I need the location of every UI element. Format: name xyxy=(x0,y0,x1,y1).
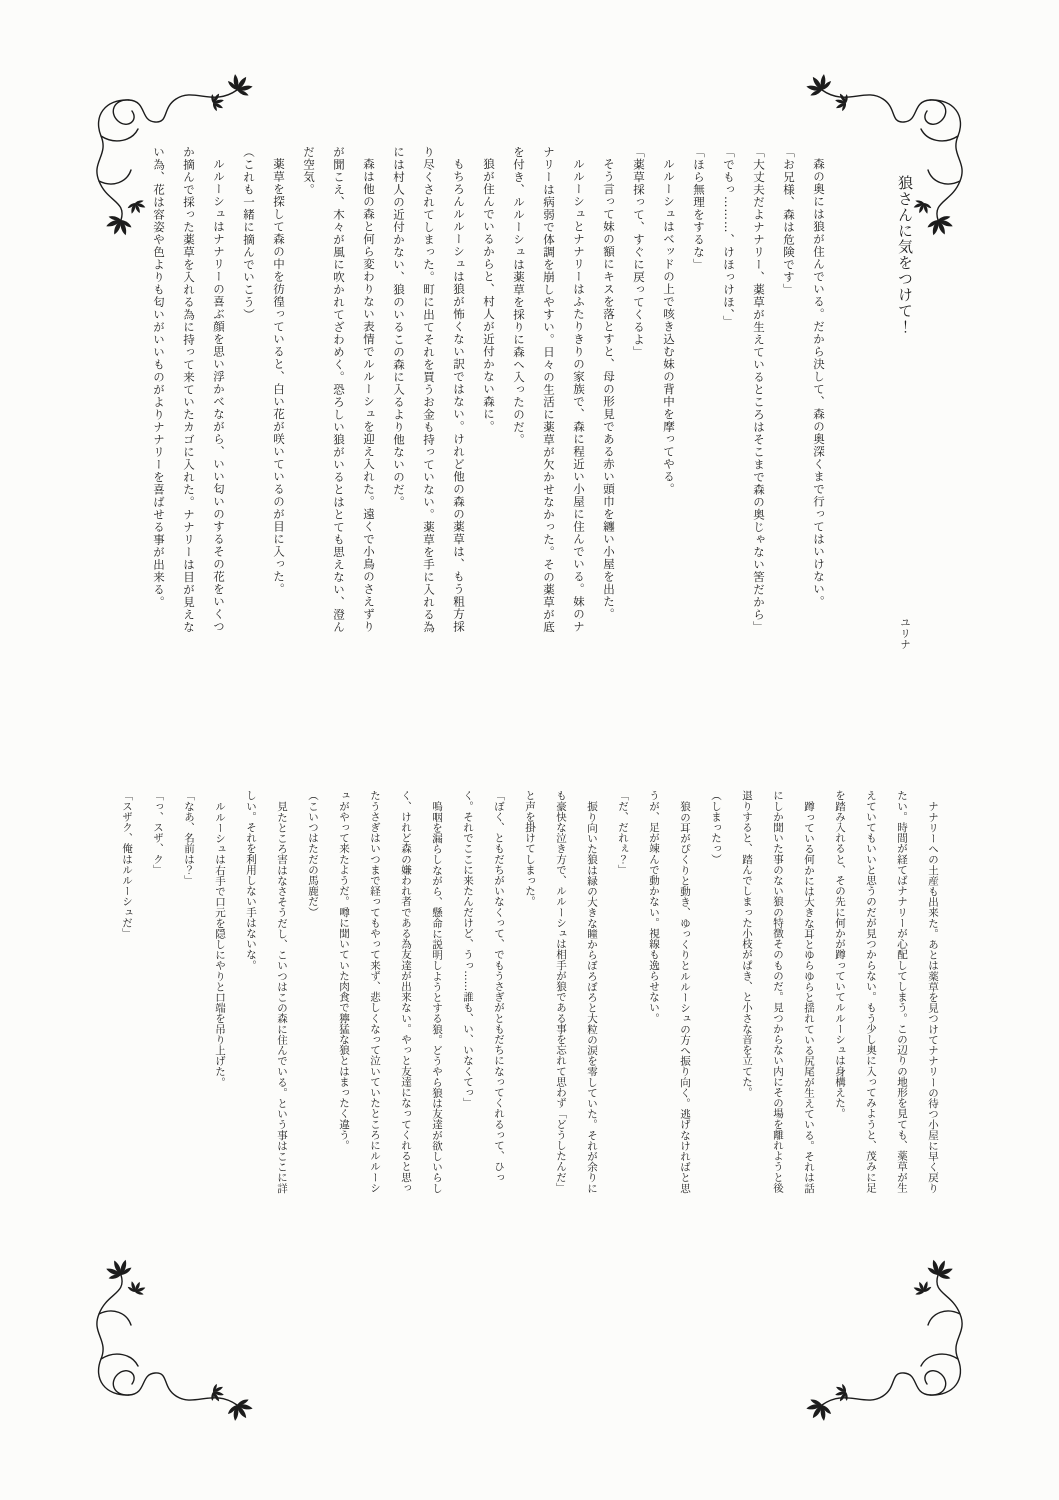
story-paragraph: もちろんルルーシュは狼が怖くない訳ではない。けれど他の森の薬草は、もう粗方採り尽くされてしまった。町に出てそれを買うお金も持っていない。薬草を手に入れる為には村人の近付かない、狼のいるこの森に入るより他ないのだ。 xyxy=(392,146,466,634)
story-paragraph: 振り向いた狼は緑の大きな瞳からぼろぼろと大粒の涙を零していた。それが余りにも豪快な泣き方で、ルルーシュは相手が狼である事を忘れて思わず「どうしたんだ」と声を掛けてしまった。 xyxy=(524,790,598,1193)
story-paragraph: 森の奥には狼が住んでいる。だから決して、森の奥深くまで行ってはいけない。 xyxy=(812,157,826,608)
story-paragraph: そう言って妹の額にキスを落とすと、母の形見である赤い頭巾を纏い小屋を出た。 xyxy=(602,157,616,620)
story-paragraph: 蹲っている何かには大きな耳とゆらゆらと揺れている尻尾が生えている。それは話にしか聞いた事のない狼の特徴そのものだ。見つからない内にその場を離れようと後退りすると、踏んでしまった小枝がぱき、と小さな音を立てた。 xyxy=(741,790,815,1193)
story-paragraph: ナナリーへの土産も出来た。あとは薬草を見つけてナナリーの待つ小屋に早く戻りたい。時間が経てばナナリーが心配してしまう。この辺りの地形を見ても、薬草が生えていてもいいと思うのだが見つからない。もう少し奥に入ってみようと、茂みに足を踏み入れると、その先に何かが蹲っていてルルーシュは身構えた。 xyxy=(834,790,939,1193)
story-paragraph: 「お兄様、森は危険です」 xyxy=(782,146,796,296)
story-paragraph: 狼の耳がぴくりと動き、ゆっくりとルルーシュの方へ振り向く。逃げなければと思うが、足が竦んで動かない。視線も逸らせない。 xyxy=(648,790,691,1193)
story-paragraph: 見たところ害はなさそうだし、こいつはこの森に住んでいる。という事はここに詳しい。それを利用しない手はないな。 xyxy=(245,790,288,1193)
story-paragraph: ルルーシュは右手で口元を隠しにやりと口端を吊り上げた。 xyxy=(214,800,226,1087)
story-paragraph: 「っ、スザ、ク」 xyxy=(152,790,164,875)
story-paragraph: 薬草を探して森の中を彷徨っていると、白い花が咲いているのが目に入った。 xyxy=(272,157,286,595)
story-paragraph: 森は他の森と何ら変わりない表情でルルーシュを迎え入れた。遠くで小鳥のさえずりが聞こえ、木々が風に吹かれてざわめく。恐ろしい狼がいるとはとても思えない、澄んだ空気。 xyxy=(302,146,376,634)
author-name: ユリナ xyxy=(899,617,911,650)
story-paragraph: 「なあ、名前は？」 xyxy=(183,790,195,886)
story-bottom-section xyxy=(111,790,948,1202)
story-top-section xyxy=(144,146,834,635)
story-paragraph: ルルーシュとナナリーはふたりきりの家族で、森に程近い小屋に住んでいる。妹のナナリーは病弱で体調を崩しやすい。日々の生活に薬草が欠かせなかった。その薬草が底を付き、ルルーシュは薬草を採りに森へ入ったのだ。 xyxy=(512,146,586,634)
vine-leaf-icon xyxy=(804,1255,1004,1445)
story-paragraph: 「スザク、俺はルルーシュだ」 xyxy=(121,790,133,939)
story-paragraph: 「大丈夫だよナナリー、薬草が生えているところはそこまで森の奥じゃない筈だから」 xyxy=(752,146,766,634)
story-paragraph: （これも一緒に摘んでいこう） xyxy=(242,146,256,321)
corner-ornament-bottom-right xyxy=(804,1255,1004,1445)
corner-ornament-bottom-left xyxy=(55,1255,255,1445)
story-paragraph: 狼が住んでいるからと、村人が近付かない森に。 xyxy=(482,157,496,433)
story-paragraph: ルルーシュはナナリーの喜ぶ顔を思い浮かべながら、いい匂いのするその花をいくつか摘んで採った薬草を入れる為に持って来ていたカゴに入れた。ナナリーは目が見えない為、花は容姿や色よりも匂いがいいものがよりナナリーを喜ばせる事が出来る。 xyxy=(152,146,226,634)
story-paragraph: 嗚咽を漏らしながら、懸命に説明しようとする狼。どうやら狼は友達が欲しいらしく、けれど森の嫌われ者である為友達が出来ない。やっと友達になってくれると思ったうさぎはいつまで経ってもやって来ず、悲しくなって泣いていたところにルルーシュがやって来たようだ。噂に聞いていた肉食で獰猛な狼とはまったく違う。 xyxy=(338,790,443,1193)
page-title: 狼さんに気をつけて！ xyxy=(896,175,914,335)
story-paragraph: （しまったっ） xyxy=(710,790,722,865)
story-paragraph: 「ぼく、ともだちがいなくって、でもうさぎがともだちになってくれるって、ひっく。それでここに来たんだけど、うっ……誰も、い、いなくてっ」 xyxy=(462,790,505,1183)
story-paragraph: 「薬草採って、すぐに戻ってくるよ」 xyxy=(632,146,646,359)
story-paragraph: ルルーシュはベッドの上で咳き込む妹の背中を摩ってやる。 xyxy=(662,157,676,495)
story-paragraph: 「でもっ………、けほっけほ、」 xyxy=(722,146,736,328)
story-paragraph: 「ほら無理をするな」 xyxy=(692,146,706,271)
story-paragraph: （こいつはただの馬鹿だ） xyxy=(307,790,319,918)
story-paragraph: 「だ、だれぇ？」 xyxy=(617,790,629,875)
vine-leaf-icon xyxy=(55,1255,255,1445)
